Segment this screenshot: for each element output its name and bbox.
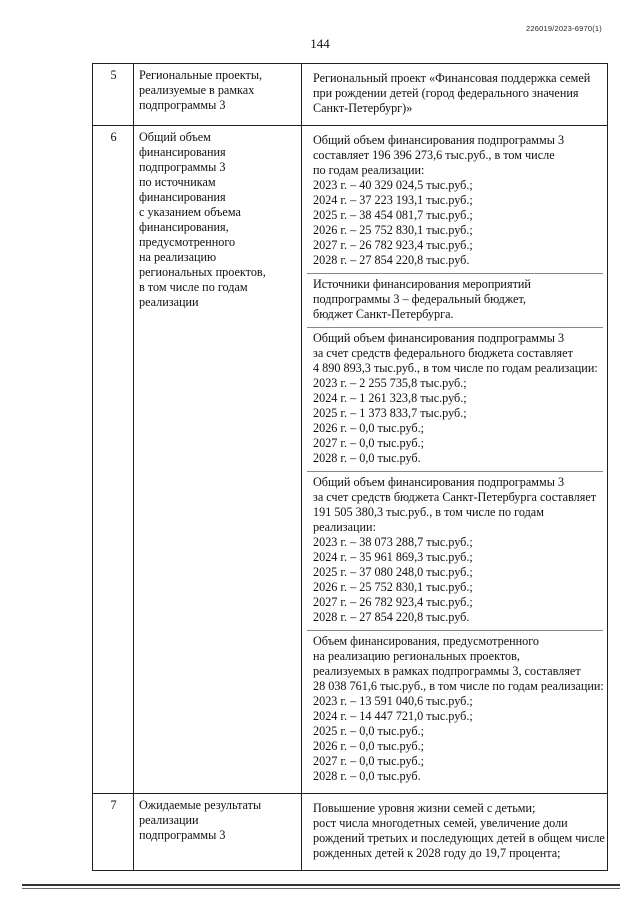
label-line: Общий объем (139, 130, 211, 144)
value-line: бюджет Санкт-Петербурга. (313, 307, 454, 321)
value-line: 191 505 380,3 тыс.руб., в том числе по годам (313, 505, 544, 519)
value-line: 2025 г. – 0,0 тыс.руб.; (313, 724, 425, 738)
value-block (307, 130, 603, 273)
row-value (302, 794, 608, 871)
value-line: 2025 г. – 1 373 833,7 тыс.руб.; (313, 406, 467, 420)
value-line: за счет средств федерального бюджета составляет (313, 346, 573, 360)
value-line: подпрограммы 3 – федеральный бюджет, (313, 292, 526, 306)
value-line: 2023 г. – 2 255 735,8 тыс.руб.; (313, 376, 467, 390)
label-line: региональных проектов, (139, 265, 266, 279)
value-block (307, 327, 603, 471)
value-line: рождений третьих и последующих детей в общем числе (313, 831, 605, 845)
label-line: Региональные проекты, (139, 68, 263, 82)
value-line: рост числа многодетных семей, увеличение доли (313, 816, 568, 830)
label-line: на реализацию (139, 250, 217, 264)
label-line: финансирования (139, 145, 226, 159)
value-line: 2024 г. – 14 447 721,0 тыс.руб.; (313, 709, 473, 723)
value-line: 2023 г. – 40 329 024,5 тыс.руб.; (313, 178, 473, 192)
row-value (302, 126, 608, 794)
value-line: составляет 196 396 273,6 тыс.руб., в том числе (313, 148, 555, 162)
passport-table (92, 63, 608, 871)
row-label (134, 794, 302, 871)
value-block (307, 471, 603, 630)
label-line: финансирования, (139, 220, 229, 234)
value-block (307, 798, 603, 866)
value-line: 2027 г. – 26 782 923,4 тыс.руб.; (313, 238, 473, 252)
value-line: 28 038 761,6 тыс.руб., в том числе по годам реализации: (313, 679, 604, 693)
value-line: Общий объем финансирования подпрограммы 3 (313, 133, 565, 147)
value-line: Санкт-Петербург)» (313, 101, 413, 115)
value-line: 2028 г. – 27 854 220,8 тыс.руб. (313, 253, 470, 267)
value-block (307, 68, 603, 121)
row-number: 7 (93, 794, 134, 871)
value-line: 2027 г. – 0,0 тыс.руб.; (313, 754, 425, 768)
label-line: Ожидаемые результаты (139, 798, 262, 812)
document-id: 226019/2023-6970(1) (526, 24, 602, 33)
label-line: предусмотренного (139, 235, 236, 249)
label-line: с указанием объема (139, 205, 241, 219)
label-line: подпрограммы 3 (139, 160, 226, 174)
label-line: подпрограммы 3 (139, 828, 226, 842)
value-line: Объем финансирования, предусмотренного (313, 634, 540, 648)
label-line: по источникам (139, 175, 216, 189)
bottom-rule-thin (22, 888, 620, 889)
label-line: финансирования (139, 190, 226, 204)
value-line: Повышение уровня жизни семей с детьми; (313, 801, 536, 815)
value-line: 2023 г. – 38 073 288,7 тыс.руб.; (313, 535, 473, 549)
value-line: 2026 г. – 25 752 830,1 тыс.руб.; (313, 580, 473, 594)
value-line: за счет средств бюджета Санкт-Петербурга составляет (313, 490, 597, 504)
value-line: при рождении детей (город федерального значения (313, 86, 579, 100)
value-line: 2024 г. – 35 961 869,3 тыс.руб.; (313, 550, 473, 564)
value-line: по годам реализации: (313, 163, 425, 177)
value-line: Источники финансирования мероприятий (313, 277, 531, 291)
value-block (307, 630, 603, 789)
table-row (93, 64, 608, 126)
value-line: реализуемых в рамках подпрограммы 3, составляет (313, 664, 581, 678)
row-number: 6 (93, 126, 134, 794)
label-line: в том числе по годам (139, 280, 248, 294)
table-row (93, 126, 608, 794)
value-line: рожденных детей к 2028 году до 19,7 процента; (313, 846, 561, 860)
value-line: Общий объем финансирования подпрограммы 3 (313, 331, 565, 345)
value-line: на реализацию региональных проектов, (313, 649, 520, 663)
value-line: 2025 г. – 38 454 081,7 тыс.руб.; (313, 208, 473, 222)
value-line: 2024 г. – 1 261 323,8 тыс.руб.; (313, 391, 467, 405)
value-line: 2023 г. – 13 591 040,6 тыс.руб.; (313, 694, 473, 708)
value-line: Региональный проект «Финансовая поддержка семей (313, 71, 591, 85)
value-line: 2028 г. – 0,0 тыс.руб. (313, 769, 421, 783)
row-number: 5 (93, 64, 134, 126)
value-line: Общий объем финансирования подпрограммы 3 (313, 475, 565, 489)
label-line: реализации (139, 813, 199, 827)
label-line: реализации (139, 295, 199, 309)
value-line: реализации: (313, 520, 376, 534)
value-line: 2028 г. – 27 854 220,8 тыс.руб. (313, 610, 470, 624)
table-row (93, 794, 608, 871)
value-line: 2027 г. – 0,0 тыс.руб.; (313, 436, 425, 450)
value-line: 2024 г. – 37 223 193,1 тыс.руб.; (313, 193, 473, 207)
row-label (134, 64, 302, 126)
value-line: 2026 г. – 25 752 830,1 тыс.руб.; (313, 223, 473, 237)
value-line: 2027 г. – 26 782 923,4 тыс.руб.; (313, 595, 473, 609)
value-line: 2028 г. – 0,0 тыс.руб. (313, 451, 421, 465)
value-line: 2026 г. – 0,0 тыс.руб.; (313, 739, 425, 753)
page-number: 144 (310, 36, 330, 51)
label-line: реализуемые в рамках (139, 83, 255, 97)
value-line: 4 890 893,3 тыс.руб., в том числе по годам реализации: (313, 361, 598, 375)
label-line: подпрограммы 3 (139, 98, 226, 112)
row-value (302, 64, 608, 126)
row-label (134, 126, 302, 794)
bottom-rule (22, 884, 620, 886)
value-block (307, 273, 603, 327)
value-line: 2025 г. – 37 080 248,0 тыс.руб.; (313, 565, 473, 579)
value-line: 2026 г. – 0,0 тыс.руб.; (313, 421, 425, 435)
